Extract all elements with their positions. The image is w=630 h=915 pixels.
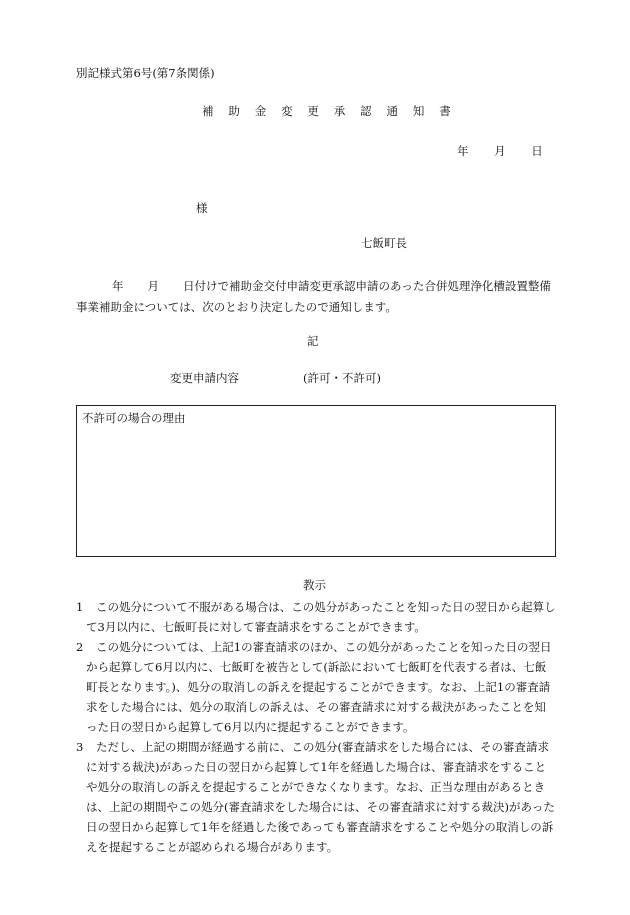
form-number-label: 別記様式第6号(第7条関係) [76, 66, 215, 80]
reason-label: 不許可の場合の理由 [82, 411, 186, 425]
permit-options: (許可・不許可) [303, 371, 381, 385]
notice-item-text: この処分について不服がある場合は、この処分があったことを知った日の翌日から起算して3月以内に、七飯町長に対して審査請求をすることができます。 [86, 600, 556, 634]
notice-item-number: 1 [76, 600, 84, 614]
ki-heading: 記 [307, 334, 319, 348]
body-paragraph [76, 276, 554, 317]
notice-heading: 教示 [303, 578, 326, 592]
date-line: 年 月 日 [457, 144, 543, 158]
notice-item-number: 2 [76, 640, 84, 654]
notice-item-text: ただし、上記の期間が経過する前に、この処分(審査請求をした場合には、その審査請求に対する裁決)があった日の翌日から起算して1年を経過した場合は、審査請求をすることや処分の取消しの訴えを提起することができなくなります。なお、正当な理由があるときは、上記の期間やこの処分(審査請求をした場合には、その審査請求に対する裁決)があった日の翌日から起算して1年を経過した後であっても審査請求をすることや処分の取消しの訴えを提起することが認められる場合があります。 [86, 740, 555, 854]
change-request-label: 変更申請内容 [170, 371, 239, 385]
body-text [76, 276, 554, 317]
reason-box [76, 405, 556, 557]
notice-item [76, 597, 556, 637]
notice-item [76, 637, 556, 737]
issuer: 七飯町長 [361, 236, 407, 250]
body-year: 年 [112, 279, 124, 293]
body-month: 月 [147, 279, 159, 293]
notice-item-number: 3 [76, 740, 84, 754]
notice-item-text: この処分については、上記1の審査請求のほか、この処分があったことを知った日の翌日から起算して6月以内に、七飯町を被告として(訴訟において七飯町を代表する者は、七飯町長となります。)、処分の取消しの訴えを提起することができます。なお、上記1の審査請求をした場合には、処分の取消しの訴えは、その審査請求に対する裁決があったことを知った日の翌日から起算して6月以内に提起することができます。 [86, 640, 552, 734]
addressee: 様 [196, 201, 208, 215]
body-main-text: 日付けで補助金交付申請変更承認申請のあった合併処理浄化槽設置整備事業補助金については、次のとおり決定したので通知します。 [76, 279, 551, 314]
document-title: 補 助 金 変 更 承 認 通 知 書 [202, 104, 457, 118]
notice-item [76, 737, 556, 857]
